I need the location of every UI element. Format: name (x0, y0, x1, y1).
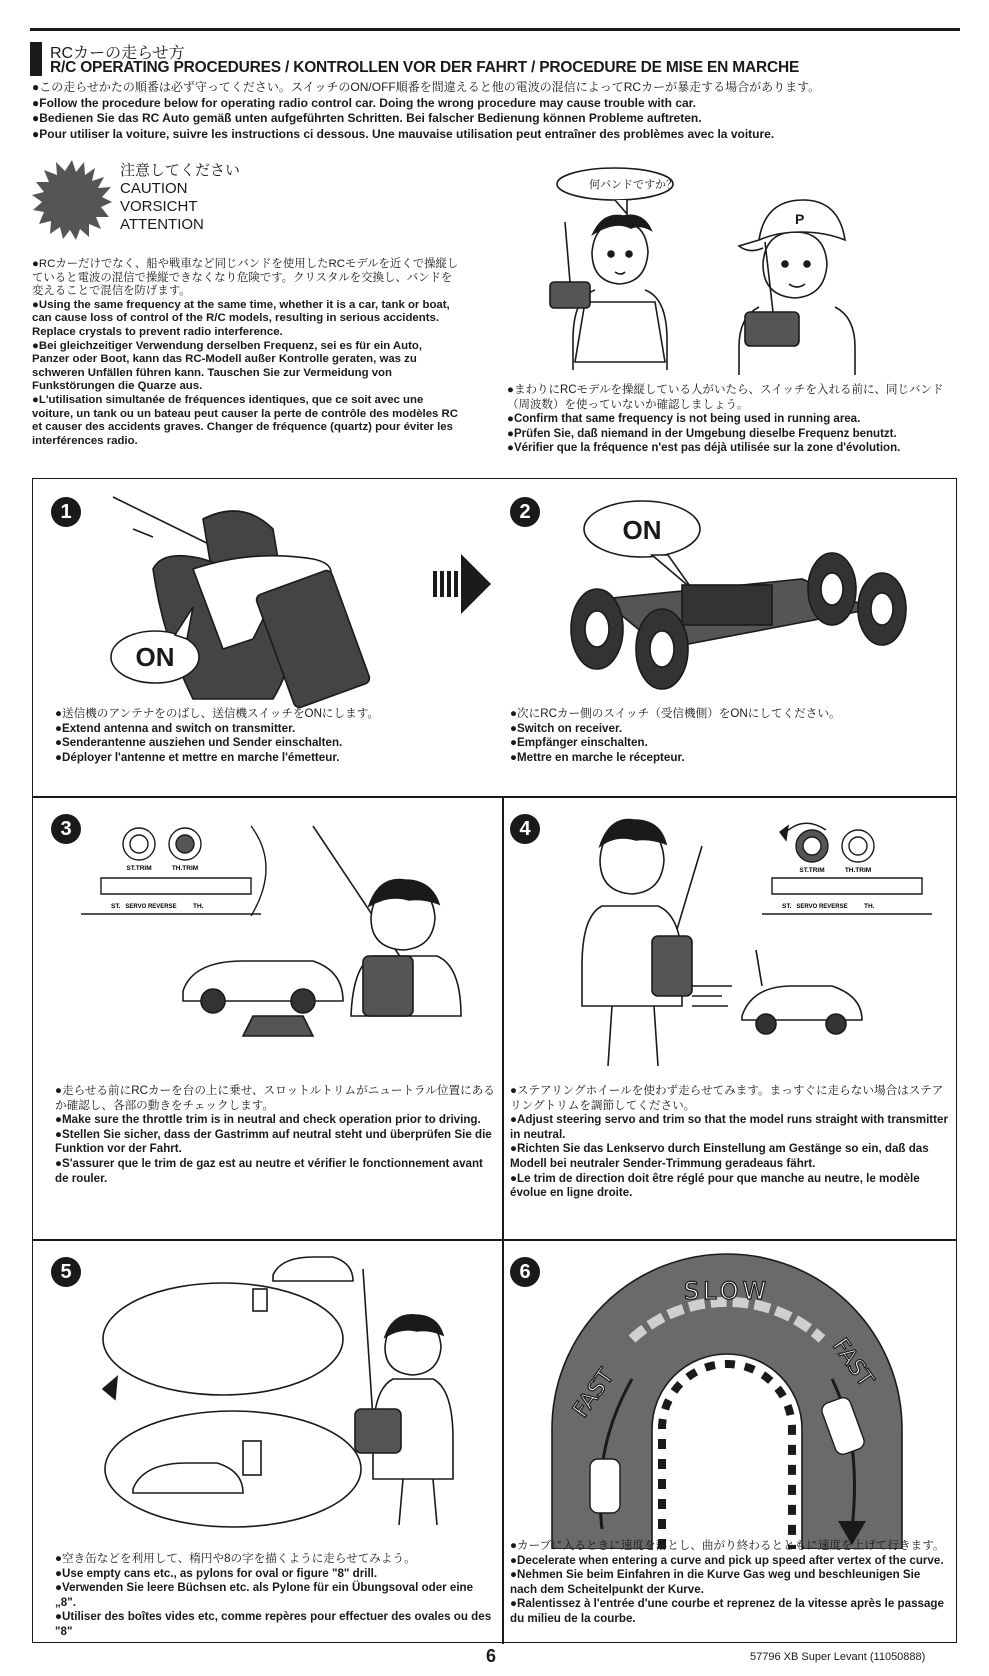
step-6-text-de: ●Nehmen Sie beim Einfahren in die Kurve Gas weg und beschleunigen Sie nach dem Scheitelpunkt der Kurve. (510, 1568, 921, 1596)
step-6-curve-track-illustration (532, 1249, 922, 1549)
header-title-multilingual: R/C OPERATING PROCEDURES / KONTROLLEN VOR DER FAHRT / PROCEDURE DE MISE EN MARCHE (50, 59, 800, 76)
caution-title-jp: 注意してください (120, 162, 241, 179)
step-6-text (510, 1539, 950, 1627)
top-rule (30, 28, 960, 31)
step-5-text (55, 1552, 495, 1640)
step-5-figure-eight-illustration (93, 1249, 483, 1539)
confirm-text-en: ●Confirm that same frequency is not being used in running area. (507, 413, 861, 425)
confirm-text-fr: ●Vérifier que la fréquence n'est pas déjà utilisée sur la zone d'évolution. (507, 442, 901, 454)
step-3-text-de: ●Stellen Sie sicher, dass der Gastrimm auf neutral steht und überprüfen Sie die Funktion vor der Fahrt. (55, 1127, 492, 1156)
step-2-text-en: ●Switch on receiver. (510, 721, 623, 735)
servo-reverse-label-4: SERVO REVERSE (796, 904, 848, 910)
slow-label: SLOW (683, 1277, 771, 1305)
step-4-text-de: ●Richten Sie das Lenkservo durch Einstellung am Gestänge so ein, daß das Modell bei neutraler Sender-Trimmung geradeaus fährt. (510, 1142, 929, 1170)
step-4-car-driving-illustration (692, 946, 872, 1046)
caution-title-en: CAUTION (120, 180, 188, 197)
step-2-chassis-illustration (542, 489, 922, 699)
step-5-text-jp: ●空き缶などを利用して、楕円や8の字を描くように走らせてみよう。 (55, 1552, 416, 1565)
steps-frame (32, 478, 957, 1643)
step-3-text-jp: ●走らせる前にRCカーを台の上に乗せ、スロットルトリムがニュートラル位置にあるか確認し、各部の動きをチェックします。 (55, 1084, 495, 1112)
step-3-number: 3 (51, 814, 81, 844)
step-1-transmitter-illustration (93, 489, 433, 709)
frequency-check-text (507, 383, 957, 456)
step-6 (502, 1239, 958, 1644)
step-3-text-en: ●Make sure the throttle trim is in neutral and check operation prior to driving. (55, 1113, 481, 1127)
step-5-text-fr: ●Utiliser des boîtes vides etc, comme repères pour effectuer des ovales ou des "8" (55, 1610, 492, 1638)
step-2-text-de: ●Empfänger einschalten. (510, 736, 648, 750)
caution-text-fr: ●L'utilisation simultanée de fréquences identiques, que ce soit avec une voiture, un tank ou un bateau peut causer la perte de contrôle des modèles RC et causer des accidents graves. Changer de fréquence (quartz) pour éviter les interférences radio. (32, 393, 458, 447)
step-1-number: 1 (51, 497, 81, 527)
intro-line-fr: ●Pour utiliser la voiture, suivre les instructions ci dessous. Une mauvaise utilisation peut entraîner des problèmes avec la voiture. (32, 126, 775, 141)
caution-starburst-icon (32, 160, 112, 240)
step-1-text (55, 707, 495, 765)
step-3-text-fr: ●S'assurer que le trim de gaz est au neutre et vérifier le fonctionnement avant de rouler. (55, 1156, 483, 1185)
fast-label-left: FAST (568, 1364, 620, 1423)
next-step-arrow-icon (433, 549, 493, 619)
step-3-car-on-stand-illustration (163, 816, 493, 1066)
cap-letter: P (795, 211, 805, 227)
step-4-text-jp: ●ステアリングホイールを使わず走らせてみます。まっすぐに走らない場合はステアリングトリムを調節してください。 (510, 1084, 944, 1112)
step-1 (33, 479, 502, 796)
th-label: TH. (193, 903, 204, 910)
caution-paragraphs (32, 258, 460, 448)
th-trim-label: TH.TRIM (171, 865, 199, 872)
header-marker (30, 42, 42, 76)
step-2-text-fr: ●Mettre en marche le récepteur. (510, 750, 685, 764)
step-4-number: 4 (510, 814, 540, 844)
header-title-jp: RCカーの走らせ方 (50, 45, 185, 62)
caution-title-fr: ATTENTION (120, 216, 204, 233)
page-number: 6 (486, 1646, 497, 1666)
th-label-4: TH. (864, 903, 875, 910)
servo-reverse-label: SERVO REVERSE (125, 904, 177, 910)
step-6-text-jp: ●カーブに入るときに速度を落とし、曲がり終わるとともに速度を上げて行きます。 (510, 1539, 945, 1552)
step-1-text-jp: ●送信機のアンテナをのばし、送信機スイッチをONにします。 (55, 707, 379, 720)
step-6-text-fr: ●Ralentissez à l'entrée d'une courbe et reprenez de la vitesse après le passage du milieu de la courbe. (510, 1597, 944, 1625)
caution-titles (120, 162, 240, 234)
step-6-text-en: ●Decelerate when entering a curve and pick up speed after vertex of the curve. (510, 1553, 944, 1567)
st-label-4: ST. (782, 903, 792, 910)
kids-transmitters-illustration (545, 162, 905, 377)
intro-instructions (32, 80, 962, 142)
step-3-text (55, 1084, 495, 1186)
step-5-number: 5 (51, 1257, 81, 1287)
kids-speech-text: 何バンドですか？ (589, 179, 677, 191)
step-6-number: 6 (510, 1257, 540, 1287)
step-1-on-label: ON (135, 642, 175, 672)
step-5 (33, 1239, 502, 1644)
fast-label-right: FAST (827, 1334, 879, 1392)
step-2-text (510, 707, 950, 765)
step-2-on-label: ON (622, 515, 662, 545)
st-trim-label-4: ST.TRIM (799, 867, 825, 874)
step-2 (502, 479, 958, 796)
confirm-text-jp: ●まわりにRCモデルを操縦している人がいたら、スイッチを入れる前に、同じバンド（周波数）を使っていないか確認しましょう。 (507, 384, 944, 411)
document-code: 57796 XB Super Levant (11050888) (750, 1651, 926, 1663)
st-label: ST. (111, 903, 121, 910)
step-4-trim-panel-illustration (762, 816, 952, 926)
confirm-text-de: ●Prüfen Sie, daß niemand in der Umgebung dieselbe Frequenz benutzt. (507, 427, 897, 440)
caution-title-de: VORSICHT (120, 198, 198, 215)
step-4-text (510, 1084, 950, 1201)
st-trim-label: ST.TRIM (126, 865, 152, 872)
step-1-text-de: ●Senderantenne ausziehen und Sender einschalten. (55, 736, 343, 750)
step-1-text-en: ●Extend antenna and switch on transmitter. (55, 721, 296, 735)
th-trim-label-4: TH.TRIM (844, 867, 872, 874)
step-3 (33, 796, 502, 1239)
step-4-text-fr: ●Le trim de direction doit être réglé pour que manche au neutre, le modèle évolue en ligne droite. (510, 1171, 920, 1200)
caution-text-de: ●Bei gleichzeitiger Verwendung derselben Frequenz, sei es für ein Auto, Panzer oder Boot, kann das RC-Modell außer Kontrolle geraten, was zu schweren Unfällen führen kann. Tauschen Sie zur Vermeidung von Funkstörungen die Quarze aus. (32, 339, 423, 393)
step-2-text-jp: ●次にRCカー側のスイッチ（受信機側）をONにしてください。 (510, 707, 841, 720)
step-4 (502, 796, 958, 1239)
intro-line-jp: ●この走らせかたの順番は必ず守ってください。スイッチのON/OFF順番を間違えると他の電波の混信によってRCカーが暴走する場合があります。 (32, 80, 821, 94)
caution-text-jp: ●RCカーだけでなく、船や戦車など同じバンドを使用したRCモデルを近くで操縦していると電波の混信で操縦できなくなり危険です。クリスタルを交換し、バンドを変えることで混信を防げます。 (32, 258, 459, 298)
intro-line-de: ●Bedienen Sie das RC Auto gemäß unten aufgeführten Schritten. Bei falscher Bedienung können Probleme auftreten. (32, 111, 702, 125)
step-1-text-fr: ●Déployer l'antenne et mettre en marche l'émetteur. (55, 750, 340, 764)
step-5-text-de: ●Verwenden Sie leere Büchsen etc. als Pylone für ein Übungsoval oder eine „8". (55, 1581, 474, 1609)
intro-line-en: ●Follow the procedure below for operating radio control car. Doing the wrong procedure may cause trouble with car. (32, 95, 697, 110)
step-4-text-en: ●Adjust steering servo and trim so that the model runs straight with transmitter in neutral. (510, 1113, 948, 1141)
step-2-number: 2 (510, 497, 540, 527)
step-5-text-en: ●Use empty cans etc., as pylons for oval or figure "8" drill. (55, 1566, 378, 1580)
caution-text-en: ●Using the same frequency at the same time, whether it is a car, tank or boat, can cause loss of control of the R/C models, resulting in serious accidents. Replace crystals to prevent radio interference. (32, 298, 450, 338)
